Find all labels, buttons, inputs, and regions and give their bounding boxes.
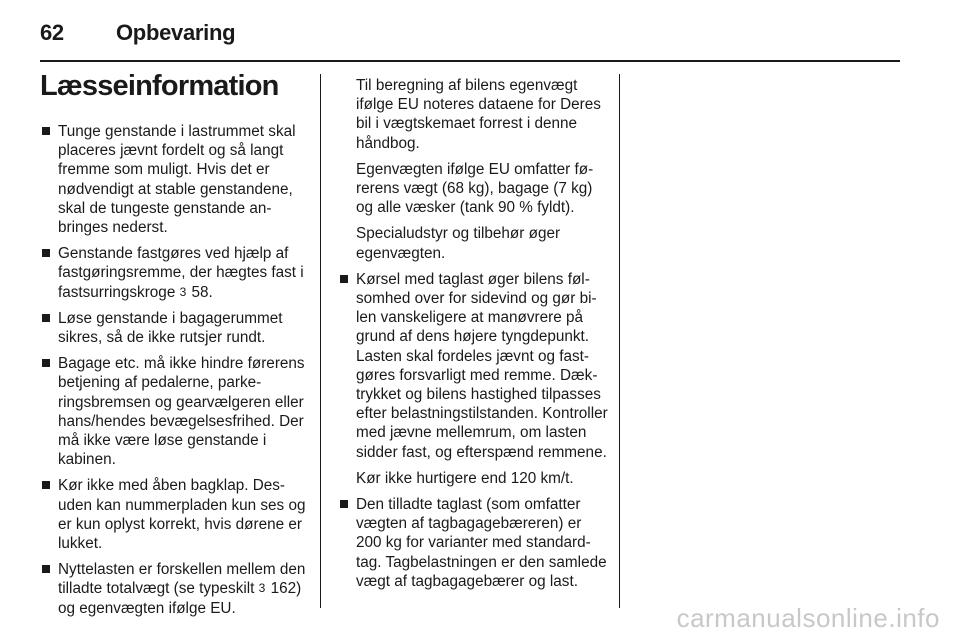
bullet-square-icon — [42, 314, 50, 322]
list-item — [338, 495, 610, 591]
bullet-square-icon — [340, 275, 348, 283]
bullet-square-icon — [42, 359, 50, 367]
paragraph: Til beregning af bilens egenvægt ifølge EU noteres dataene for Deres bil i vægtskemaet forrest i denne håndbog. — [356, 77, 601, 152]
paragraph: Specialudstyr og tilbehør øger egenvægten. — [356, 225, 561, 262]
item-text: Tunge genstande i lastrummet skal placeres jævnt fordelt og så langt fremme som muligt. Hvis det er nødvendigt at stable genstandene, skal de tungeste genstande anbringes nederst. — [58, 123, 296, 237]
page-reference-text: 58. — [187, 283, 213, 301]
column-1 — [40, 122, 310, 625]
list-item — [40, 354, 310, 469]
paragraph: Kør ikke hurtigere end 120 km/t. — [356, 469, 574, 487]
bullet-square-icon — [42, 127, 50, 135]
list-item — [40, 560, 310, 618]
column-2 — [338, 76, 610, 598]
item-text: Løse genstande i bagagerummet sikres, så de ikke rutsjer rundt. — [58, 309, 283, 347]
bullet-square-icon — [42, 565, 50, 573]
item-text: Kørsel med taglast øger bilens følsomhed over for sidevind og gør bilen vanskeligere at manøvrere på grund af dens højere tyngdepunkt. Lasten skal fordeles jævnt og fastgøres forsvarligt med remme. Dæktrykket og bilens hastighed tilpasses efter belastningstilstanden. Kontroller med jævne mellemrum, om lasten sidder fast, og efterspænd remmene. — [356, 270, 608, 461]
item-text: Bagage etc. må ikke hindre førerens betjening af pedalerne, parkeringsbremsen og gearvælgeren eller hans/hendes bevægelsesfrihed. Der må ikke være løse genstande i kabinen. — [58, 355, 305, 469]
list-item — [40, 309, 310, 347]
page-reference-icon: 3 — [258, 581, 266, 596]
page-header — [0, 16, 960, 50]
list-item — [338, 270, 610, 462]
item-text: Den tilladte taglast (som omfatter vægten af tagbagagebæreren) er 200 kg for varianter med standardtag. Tagbelastningen er den samlede vægt af tagbagagebærer og last. — [356, 496, 607, 590]
column-divider-2 — [619, 74, 620, 608]
bullet-square-icon — [340, 500, 348, 508]
section-title: Læsseinformation — [40, 70, 279, 102]
bullet-square-icon — [42, 249, 50, 257]
page-number: 62 — [40, 20, 64, 45]
bullet-square-icon — [42, 481, 50, 489]
list-item — [40, 244, 310, 302]
item-text: Nyttelasten er forskellen mellem den tilladte totalvægt (se typeskilt — [58, 561, 306, 598]
chapter-title: Opbevaring — [116, 20, 236, 45]
item-text: Kør ikke med åben bagklap. Desuden kan nummerpladen kun ses og er kun oplyst korrekt, hvis dørene er lukket. — [58, 477, 306, 553]
list-item — [40, 122, 310, 237]
page-reference-text: 162) og egenvægten ifølge EU. — [58, 580, 302, 617]
paragraph: Egenvægten ifølge EU omfatter førerens vægt (68 kg), bagage (7 kg) og alle væsker (tank 90 % fyldt). — [356, 160, 594, 217]
column-divider-1 — [320, 74, 321, 608]
watermark: carmanualsonline.info — [676, 603, 940, 633]
list-item — [40, 476, 310, 553]
page-reference-icon: 3 — [179, 284, 187, 299]
header-rule — [40, 60, 900, 62]
item-text: Genstande fastgøres ved hjælp af fastgøringsremme, der hægtes fast i fastsurringskroge — [58, 245, 304, 301]
